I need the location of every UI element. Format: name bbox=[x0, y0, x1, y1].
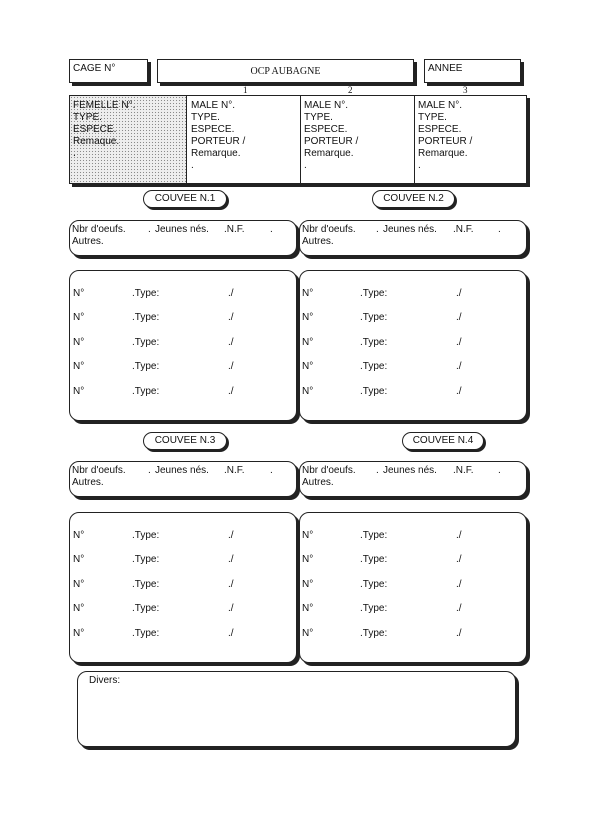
chick-type-label: .Type: bbox=[360, 337, 388, 348]
clutch-2-chick-row bbox=[300, 312, 526, 324]
chick-number-label: N° bbox=[302, 530, 314, 541]
clutch-2-nf-label: .N.F. bbox=[453, 224, 474, 235]
chick-slash: ./ bbox=[228, 628, 234, 639]
chick-type-label: .Type: bbox=[360, 579, 388, 590]
cage-label: CAGE N° bbox=[73, 63, 116, 74]
chick-number-label: N° bbox=[73, 337, 85, 348]
clutch-2-title: COUVEE N.2 bbox=[372, 190, 455, 208]
clutch-2-dot-1: . bbox=[376, 224, 379, 235]
female-dot: . bbox=[73, 148, 76, 159]
divers-box[interactable] bbox=[77, 671, 516, 747]
clutch-3-dot-2: . bbox=[270, 465, 273, 476]
male2-remark-label: Remarque. bbox=[304, 148, 354, 159]
male2-dot: . bbox=[304, 160, 307, 171]
female-type-label: TYPE. bbox=[73, 112, 102, 123]
chick-slash: ./ bbox=[456, 554, 462, 565]
clutch-3-chick-row bbox=[70, 554, 296, 566]
clutch-4-young-label: Jeunes nés. bbox=[383, 465, 437, 476]
clutch-4-title: COUVEE N.4 bbox=[402, 432, 484, 450]
chick-slash: ./ bbox=[456, 312, 462, 323]
male3-remark-label: Remarque. bbox=[418, 148, 468, 159]
chick-type-label: .Type: bbox=[132, 386, 160, 397]
male3-carrier-label: PORTEUR / bbox=[418, 136, 473, 147]
chick-number-label: N° bbox=[302, 288, 314, 299]
chick-number-label: N° bbox=[302, 312, 314, 323]
chick-slash: ./ bbox=[456, 337, 462, 348]
clutch-3-chick-row bbox=[70, 579, 296, 591]
chick-type-label: .Type: bbox=[132, 579, 160, 590]
chick-type-label: .Type: bbox=[132, 337, 160, 348]
male2-species-label: ESPECE. bbox=[304, 124, 348, 135]
clutch-3-nf-label: .N.F. bbox=[224, 465, 245, 476]
chick-number-label: N° bbox=[73, 530, 85, 541]
clutch-1-nf-label: .N.F. bbox=[224, 224, 245, 235]
chick-slash: ./ bbox=[228, 603, 234, 614]
clutch-1-eggs-label: Nbr d'oeufs. bbox=[72, 224, 126, 235]
clutch-2-chick-row bbox=[300, 386, 526, 398]
chick-slash: ./ bbox=[228, 361, 234, 372]
cage-number-field[interactable] bbox=[69, 59, 148, 83]
chick-type-label: .Type: bbox=[132, 603, 160, 614]
chick-type-label: .Type: bbox=[360, 312, 388, 323]
chick-slash: ./ bbox=[456, 628, 462, 639]
chick-number-label: N° bbox=[73, 386, 85, 397]
clutch-1-chicks-box[interactable] bbox=[69, 270, 297, 421]
clutch-1-stats-box[interactable] bbox=[69, 220, 297, 256]
clutch-1-dot-2: . bbox=[270, 224, 273, 235]
clutch-3-chick-row bbox=[70, 530, 296, 542]
clutch-3-chick-row bbox=[70, 628, 296, 640]
clutch-1-chick-row bbox=[70, 361, 296, 373]
clutch-3-chicks-box[interactable] bbox=[69, 512, 297, 663]
clutch-1-title: COUVEE N.1 bbox=[143, 190, 227, 208]
chick-number-label: N° bbox=[73, 603, 85, 614]
clutch-2-stats-box[interactable] bbox=[299, 220, 527, 256]
chick-type-label: .Type: bbox=[132, 361, 160, 372]
clutch-2-chicks-box[interactable] bbox=[299, 270, 527, 421]
chick-number-label: N° bbox=[302, 603, 314, 614]
clutch-3-other-label: Autres. bbox=[72, 477, 104, 488]
clutch-4-dot-1: . bbox=[376, 465, 379, 476]
clutch-4-chick-row bbox=[300, 603, 526, 615]
male2-number-label: MALE N°. bbox=[304, 100, 349, 111]
male-cell-2[interactable] bbox=[301, 96, 415, 183]
chick-type-label: .Type: bbox=[360, 628, 388, 639]
chick-slash: ./ bbox=[456, 386, 462, 397]
chick-number-label: N° bbox=[73, 312, 85, 323]
male1-dot: . bbox=[191, 160, 194, 171]
year-field[interactable] bbox=[424, 59, 521, 83]
clutch-1-young-label: Jeunes nés. bbox=[155, 224, 209, 235]
chick-slash: ./ bbox=[228, 288, 234, 299]
clutch-2-chick-row bbox=[300, 288, 526, 300]
chick-number-label: N° bbox=[302, 386, 314, 397]
clutch-4-chick-row bbox=[300, 628, 526, 640]
clutch-3-chick-row bbox=[70, 603, 296, 615]
chick-number-label: N° bbox=[302, 554, 314, 565]
divers-label: Divers: bbox=[89, 675, 121, 686]
chick-number-label: N° bbox=[73, 628, 85, 639]
chick-slash: ./ bbox=[456, 579, 462, 590]
clutch-4-chick-row bbox=[300, 530, 526, 542]
chick-type-label: .Type: bbox=[360, 603, 388, 614]
chick-number-label: N° bbox=[302, 337, 314, 348]
chick-type-label: .Type: bbox=[132, 554, 160, 565]
clutch-3-young-label: Jeunes nés. bbox=[155, 465, 209, 476]
chick-type-label: .Type: bbox=[360, 530, 388, 541]
clutch-3-eggs-label: Nbr d'oeufs. bbox=[72, 465, 126, 476]
chick-slash: ./ bbox=[456, 288, 462, 299]
center-title-box bbox=[157, 59, 414, 83]
clutch-2-chick-row bbox=[300, 337, 526, 349]
chick-slash: ./ bbox=[228, 554, 234, 565]
female-number-label: FEMELLE N°. bbox=[73, 100, 136, 111]
chick-type-label: .Type: bbox=[360, 386, 388, 397]
male1-type-label: TYPE. bbox=[191, 112, 220, 123]
chick-slash: ./ bbox=[228, 312, 234, 323]
chick-type-label: .Type: bbox=[132, 312, 160, 323]
clutch-4-chicks-box[interactable] bbox=[299, 512, 527, 663]
male2-carrier-label: PORTEUR / bbox=[304, 136, 359, 147]
male1-remark-label: Remarque. bbox=[191, 148, 241, 159]
year-label: ANNEE bbox=[428, 63, 463, 74]
male1-number-label: MALE N°. bbox=[191, 100, 236, 111]
clutch-1-chick-row bbox=[70, 386, 296, 398]
birds-table bbox=[69, 95, 527, 184]
clutch-4-eggs-label: Nbr d'oeufs. bbox=[302, 465, 356, 476]
clutch-3-dot-1: . bbox=[148, 465, 151, 476]
female-species-label: ESPECE. bbox=[73, 124, 117, 135]
male1-carrier-label: PORTEUR / bbox=[191, 136, 246, 147]
chick-slash: ./ bbox=[456, 603, 462, 614]
center-title: OCP AUBAGNE bbox=[250, 66, 321, 77]
clutch-4-chick-row bbox=[300, 554, 526, 566]
clutch-4-dot-2: . bbox=[498, 465, 501, 476]
clutch-1-chick-row bbox=[70, 312, 296, 324]
chick-number-label: N° bbox=[73, 579, 85, 590]
col-number-1: 1 bbox=[243, 85, 248, 95]
clutch-3-title: COUVEE N.3 bbox=[143, 432, 227, 450]
clutch-4-chick-row bbox=[300, 579, 526, 591]
male3-species-label: ESPECE. bbox=[418, 124, 462, 135]
male3-number-label: MALE N°. bbox=[418, 100, 463, 111]
chick-slash: ./ bbox=[456, 361, 462, 372]
chick-type-label: .Type: bbox=[132, 530, 160, 541]
male2-type-label: TYPE. bbox=[304, 112, 333, 123]
chick-slash: ./ bbox=[456, 530, 462, 541]
clutch-4-nf-label: .N.F. bbox=[453, 465, 474, 476]
clutch-2-young-label: Jeunes nés. bbox=[383, 224, 437, 235]
clutch-1-dot-1: . bbox=[148, 224, 151, 235]
male3-type-label: TYPE. bbox=[418, 112, 447, 123]
chick-type-label: .Type: bbox=[360, 288, 388, 299]
clutch-2-chick-row bbox=[300, 361, 526, 373]
chick-slash: ./ bbox=[228, 337, 234, 348]
male3-dot: . bbox=[418, 160, 421, 171]
chick-number-label: N° bbox=[302, 579, 314, 590]
female-remark-label: Remaque. bbox=[73, 136, 120, 147]
clutch-2-eggs-label: Nbr d'oeufs. bbox=[302, 224, 356, 235]
clutch-1-chick-row bbox=[70, 288, 296, 300]
chick-slash: ./ bbox=[228, 579, 234, 590]
clutch-3-stats-box[interactable] bbox=[69, 461, 297, 497]
col-number-3: 3 bbox=[463, 85, 468, 95]
chick-type-label: .Type: bbox=[132, 628, 160, 639]
chick-number-label: N° bbox=[302, 628, 314, 639]
chick-number-label: N° bbox=[73, 361, 85, 372]
clutch-1-chick-row bbox=[70, 337, 296, 349]
male-cell-1[interactable] bbox=[187, 96, 301, 183]
chick-type-label: .Type: bbox=[360, 361, 388, 372]
clutch-4-other-label: Autres. bbox=[302, 477, 334, 488]
chick-type-label: .Type: bbox=[132, 288, 160, 299]
chick-number-label: N° bbox=[73, 288, 85, 299]
chick-slash: ./ bbox=[228, 530, 234, 541]
clutch-1-other-label: Autres. bbox=[72, 236, 104, 247]
col-number-2: 2 bbox=[348, 85, 353, 95]
female-cell[interactable] bbox=[70, 96, 187, 183]
chick-slash: ./ bbox=[228, 386, 234, 397]
chick-number-label: N° bbox=[302, 361, 314, 372]
male-cell-3[interactable] bbox=[415, 96, 526, 183]
clutch-2-other-label: Autres. bbox=[302, 236, 334, 247]
chick-number-label: N° bbox=[73, 554, 85, 565]
chick-type-label: .Type: bbox=[360, 554, 388, 565]
clutch-2-dot-2: . bbox=[498, 224, 501, 235]
clutch-4-stats-box[interactable] bbox=[299, 461, 527, 497]
male1-species-label: ESPECE. bbox=[191, 124, 235, 135]
